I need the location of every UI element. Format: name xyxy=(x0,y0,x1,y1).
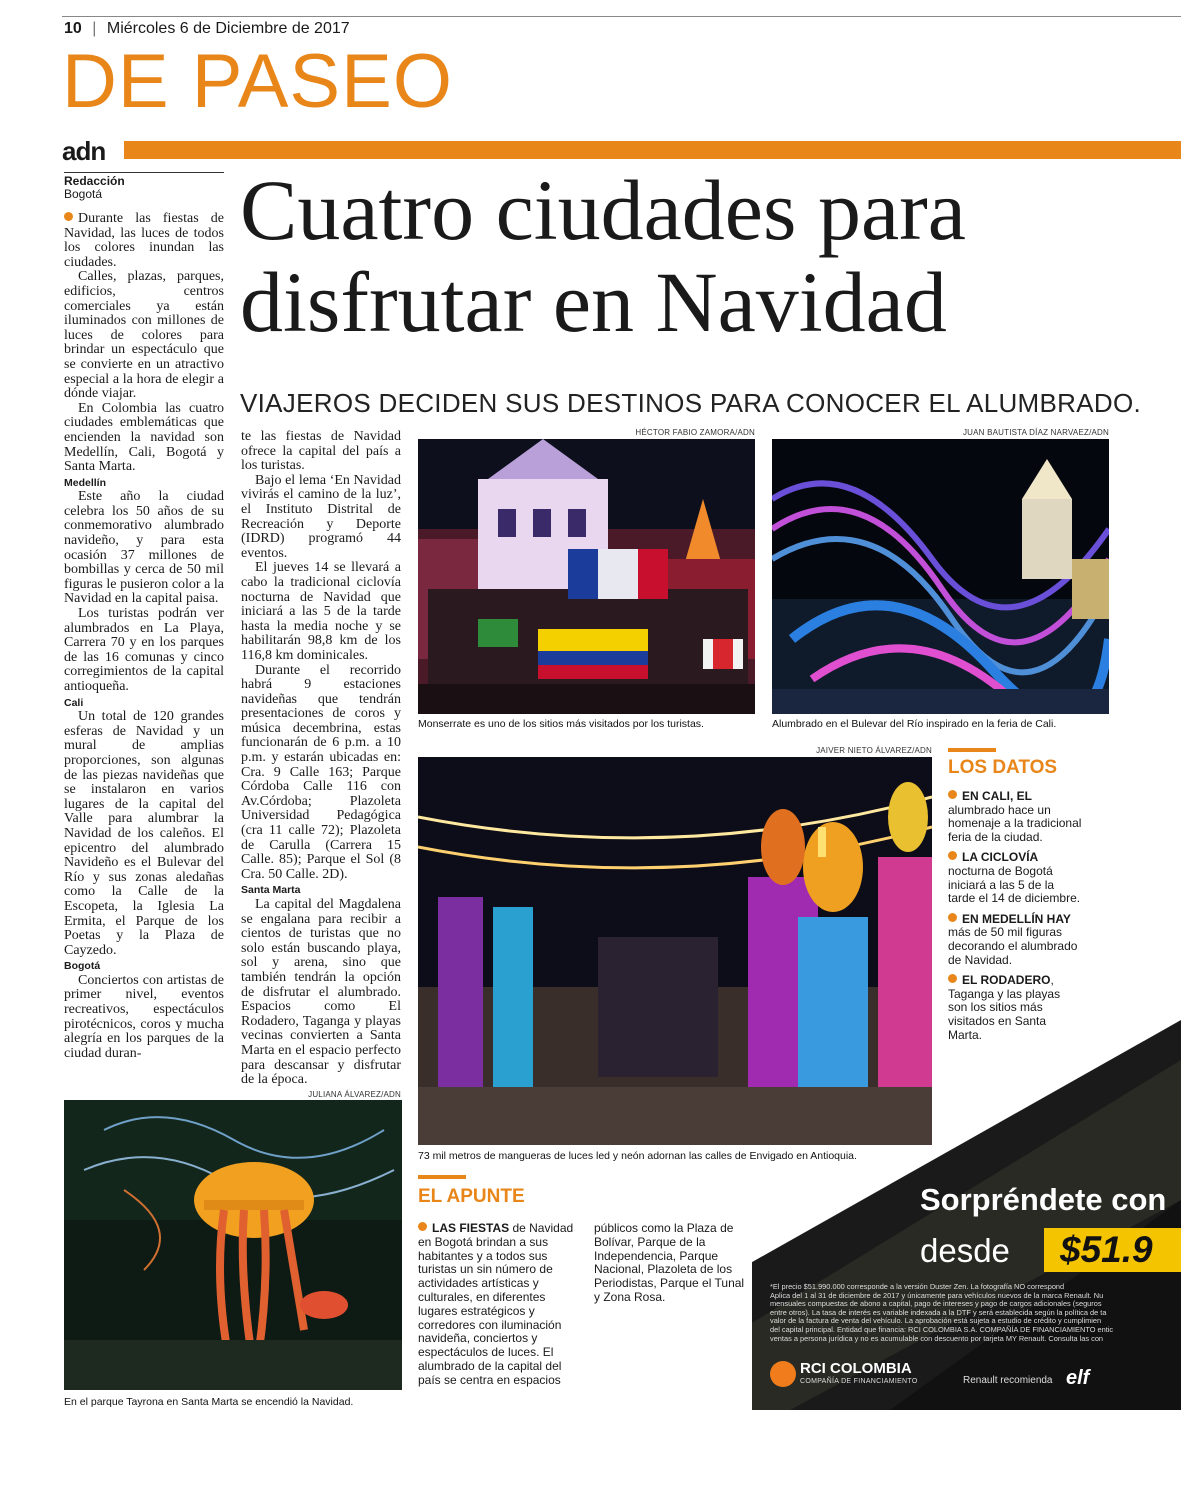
article-paragraph: Los turistas podrán ver alumbrados en La Playa, Carrera 70 y en los parques de las 16 comunas y cinco corregimientos de la capital antioqueña. xyxy=(64,606,224,694)
ad-price: $51.9 xyxy=(1060,1229,1153,1270)
cali-photo xyxy=(772,439,1109,714)
article-paragraph: Este año la ciudad celebra los 50 años de su conmemorativo alumbrado navideño, y para esta ocasión 37 millones de bombillas y cerca de 50 mil figuras le pusieron color a la Navidad en la capital paisa. xyxy=(64,489,224,607)
rci-name: RCI COLOMBIA xyxy=(800,1360,912,1377)
ad-headline: Sorpréndete con xyxy=(920,1182,1167,1217)
article-paragraph: te las fiestas de Navidad ofrece la capital del país a los turistas. xyxy=(241,429,401,474)
headline-line-1: Cuatro ciudades para xyxy=(240,162,966,258)
article-paragraph: Durante el recorrido habrá 9 estaciones navideñas que tendrán presentaciones de coros y música decembrina, estas funcionarán de 6 p.m. a 10 p.m. y estarán ubicadas en: Cra. 9 Calle 163; Parque Córdoba Calle 116 con Av.Córdoba; Plazoleta Universidad Pedagógica (cra 11 calle 72); Plazoleta de Carulla (Carrera 15 Calle. 85); Parque el Sol (8 Cra. 50 Calle. 2D). xyxy=(241,662,401,882)
apunte-column-2: públicos como la Plaza de Bolívar, Parque de la Independencia, Parque Nacional, Plazoleta de los Periodistas, Parque el Tunal y Zona Rosa. xyxy=(594,1221,745,1304)
datos-item: EN MEDELLÍN HAY más de 50 mil figuras decorando el alumbrado de Navidad. xyxy=(948,911,1078,967)
article-paragraph: Un total de 120 grandes esferas de Navidad y un mural de amplias proporciones, son algunas de las piezas navideñas que se instalaron en varios lugares de la capital del Valle para alumbrar la Navidad de los caleños. El epicentro del alumbrado Navideño es el Bulevar del Río y sus zonas aledañas como la Calle de la Escopeta, la Iglesia La Ermita, el Parque de los Poetas y la Plaza de Cayzedo. xyxy=(64,709,224,958)
byline-city: Bogotá xyxy=(64,187,103,201)
apunte-column-1: LAS FIESTAS de Navidad en Bogotá brindan a sus habitantes y a todos sus turistas un sin número de actividades artísticas y culturales, en diferentes lugares estratégicos y corredores con iluminación navideña, conciertos y espectáculos de luces. El alumbrado de la capital del país se centra en espacios xyxy=(418,1221,574,1387)
subhead-cali: Cali xyxy=(64,696,84,709)
ad-desde: desde xyxy=(920,1232,1010,1269)
rci-subtitle: COMPAÑÍA DE FINANCIAMIENTO xyxy=(800,1378,918,1385)
top-rule xyxy=(62,16,1181,17)
adn-logo: adn xyxy=(62,136,106,166)
section-bar xyxy=(124,141,1181,159)
photo-caption: 73 mil metros de mangueras de luces led y neón adornan las calles de Envigado en Antioquia. xyxy=(418,1150,857,1162)
rci-logo-icon xyxy=(770,1361,796,1387)
photo-caption: En el parque Tayrona en Santa Marta se encendió la Navidad. xyxy=(64,1396,354,1408)
photo-credit: HÉCTOR FABIO ZAMORA/ADN xyxy=(635,428,755,437)
photo-credit: JULIANA ÁLVAREZ/ADN xyxy=(308,1090,401,1099)
datos-item: EL RODADERO, Taganga y las playas son los sitios más visitados en Santa Marta. xyxy=(948,973,1061,1042)
section-title: DE PASEO xyxy=(62,39,453,124)
issue-date: Miércoles 6 de Diciembre de 2017 xyxy=(106,20,350,37)
bullet-dot-icon xyxy=(948,974,957,983)
article-paragraph: Conciertos con artistas de primer nivel, eventos recreativos, espectáculos pirotécnicos, coros y mucha alegría en los parques de la ciudad duran- xyxy=(64,972,224,1061)
article-paragraph: El jueves 14 se llevará a cabo la tradicional ciclovía nocturna de Navidad que iniciará a las 5 de la tarde hasta la media noche y se habilitarán 98,8 km de los 116,8 km dominicales. xyxy=(241,560,401,663)
datos-title: LOS DATOS xyxy=(948,757,1058,778)
article-column-2 xyxy=(241,430,401,1088)
bullet-dot-icon xyxy=(64,212,73,221)
monserrate-photo xyxy=(418,439,755,714)
datos-accent-bar xyxy=(948,748,996,752)
datos-item: EN CALI, EL alumbrado hace un homenaje a la tradicional feria de la ciudad. xyxy=(948,789,1082,844)
photo-caption: Alumbrado en el Bulevar del Río inspirado en la feria de Cali. xyxy=(772,718,1057,730)
apunte-title: EL APUNTE xyxy=(418,1186,525,1207)
photo-credit: JAIVER NIETO ÁLVAREZ/ADN xyxy=(816,746,932,755)
datos-item: LA CICLOVÍA nocturna de Bogotá iniciará a las 5 de la tarde el 14 de diciembre. xyxy=(948,850,1081,906)
headline xyxy=(240,164,1180,348)
bullet-dot-icon xyxy=(948,790,957,799)
bullet-dot-icon xyxy=(948,851,957,860)
article-paragraph: Bajo el lema ‘En Navidad vivirás el camino de la luz’, el Instituto Distrital de Recreación y Deporte (IDRD) programó 44 eventos. xyxy=(241,472,401,561)
subhead-medellin: Medellín xyxy=(64,476,107,489)
article-column-1 xyxy=(64,212,224,1061)
byline xyxy=(64,172,224,201)
renault-recommends: Renault recomienda xyxy=(963,1375,1053,1386)
byline-author: Redacción xyxy=(64,174,125,188)
elf-logo: elf xyxy=(1066,1367,1090,1389)
article-paragraph: En Colombia las cuatro ciudades emblemáticas que encienden la navidad son Medellín, Cali, Bogotá y Santa Marta. xyxy=(64,400,224,475)
photo-caption: Monserrate es uno de los sitios más visitados por los turistas. xyxy=(418,718,704,730)
subhead-santa-marta: Santa Marta xyxy=(241,884,301,897)
photo-credit: JUAN BAUTISTA DÍAZ NARVAEZ/ADN xyxy=(962,428,1109,437)
article-paragraph: Calles, plazas, parques, edificios, centros comerciales ya están iluminados con millones de luces de colores para brindar un espectáculo que se convierte en un atractivo especial a la hora de elegir a dónde viajar. xyxy=(64,269,224,402)
deck: VIAJEROS DECIDEN SUS DESTINOS PARA CONOCER EL ALUMBRADO. xyxy=(240,388,1141,418)
folio: 10 | Miércoles 6 de Diciembre de 2017 xyxy=(64,20,350,37)
article-paragraph: Durante las fiestas de Navidad, las luces de todos los colores inundan las ciudades. xyxy=(64,211,224,270)
page-number: 10 xyxy=(64,20,82,37)
ad-fine-print: *El precio $51.990.000 corresponde a la versión Duster Zen. La fotografía NO correspond Aplica del 1 al 31 de diciembre de 2017 y únicamente para vehículos nuevos de la marca Renault. Nu mensuales compuestas de abono a capital, pago de intereses y pago de cargos adicionales (seguros entre otros). La tasa de interés es variable indexada a la DTF y será establecida según la política de ta valor de la factura de venta del vehículo. La aprobación está sujeta a estudio de crédito y cumplimien del capital principal. Entidad que financia: RCI COLOMBIA S.A. COMPAÑÍA DE FINANCIAMIENTO entic ventas a persona jurídica y no es acumulable con descuento por tarjeta MY Renault. Consulta las con xyxy=(770,1283,1114,1343)
article-paragraph: La capital del Magdalena se engalana para recibir a cientos de turistas que no solo están buscando playa, sol y arena, sino que también tendrán la opción de disfrutar el alumbrado. Espacios como El Rodadero, Taganga y playas vecinas convierten a Santa Marta en el espacio perfecto para descansar y disfrutar de la época. xyxy=(241,897,401,1088)
bullet-dot-icon xyxy=(948,913,957,922)
apunte-accent-bar xyxy=(418,1175,466,1179)
tayrona-photo xyxy=(64,1100,402,1390)
bullet-dot-icon xyxy=(418,1222,427,1231)
headline-line-2: disfrutar en Navidad xyxy=(240,254,947,350)
subhead-bogota: Bogotá xyxy=(64,960,101,973)
